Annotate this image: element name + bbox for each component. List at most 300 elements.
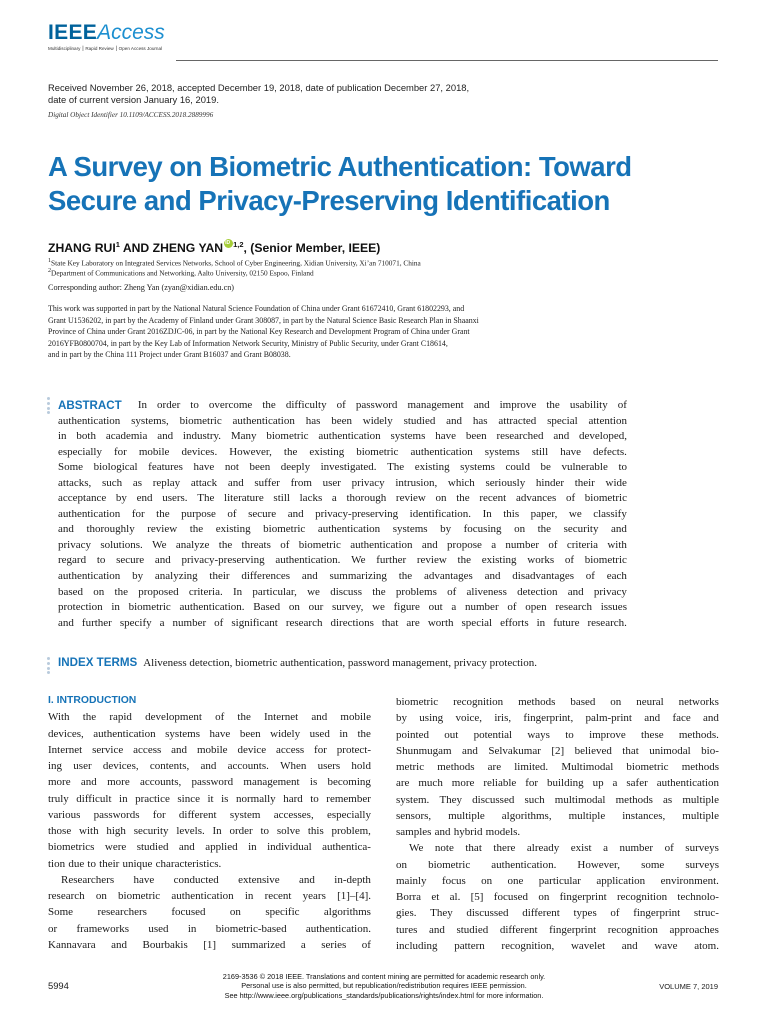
word: and [154,554,171,567]
word: system [229,808,261,821]
word: privacy [58,538,91,551]
word: contents, [149,760,190,772]
word: seriously [485,476,526,489]
word: reliable [483,777,517,790]
word: authentication [58,507,121,520]
word: thoroughly [86,523,135,536]
word: and [157,430,174,443]
word: special [461,616,493,629]
word: used [148,922,169,935]
word: recognition, [501,939,555,952]
word: et [431,891,440,903]
word: detection [517,585,558,598]
word: frameworks [76,922,130,935]
word: that [622,744,639,757]
word: applied [205,841,238,854]
word: number [465,601,499,614]
word: intrusion, [395,476,438,489]
word: literature [224,492,264,505]
body-line [396,808,719,824]
word: open [525,601,547,614]
word: the [262,399,276,411]
word: number [172,616,207,629]
word: issues [600,601,627,614]
word: neural [636,696,664,708]
word: biometric [118,890,161,902]
header-rule [176,60,718,61]
word: developed, [579,430,627,443]
word: lacks [299,492,323,505]
word: and [428,923,445,936]
copyright-line: 2169-3536 © 2018 IEEE. Translations and content mining are permitted for academic research only. [222,972,546,981]
word: rapid [109,711,132,724]
word: note [434,842,454,855]
word: biometric [428,858,471,871]
word: for [131,507,145,520]
word: aliveness [466,585,507,598]
word: practice [135,792,170,805]
word: the [189,523,204,536]
word: and [484,570,501,583]
word: metric [396,761,425,773]
word: due [68,857,85,870]
word: for [114,445,127,458]
body-line [396,710,719,726]
word: types [573,907,597,920]
abstract-heading: ABSTRACT [58,399,122,412]
word: normally [235,792,276,805]
body-line [48,921,371,937]
word: solutions. [100,538,143,551]
body-line [48,856,371,872]
word: When [280,760,307,772]
body-line [48,823,371,839]
word: as [663,793,673,806]
word: in [119,792,128,805]
word: service [92,743,124,756]
word: fingerprint [549,923,597,936]
word: difficulty [285,399,327,411]
word: secure [248,507,277,520]
word: In [232,585,243,598]
word: the [114,585,128,598]
word: been [331,414,352,427]
word: Many [230,430,257,443]
word: devices, [102,760,139,772]
word: atom. [694,939,719,952]
volume-label: VOLUME 7, 2019 [659,982,718,991]
word: out [428,601,443,614]
word: threats [241,538,271,551]
word: more [48,776,71,789]
word: Some [58,461,84,474]
word: discuss [330,585,362,598]
word: authentication. [179,601,245,614]
word: review [395,492,426,505]
word: iris, [494,712,512,725]
body-line [396,922,719,938]
word: and [703,712,719,725]
word: accounts. [227,760,269,772]
word: biometric [584,554,627,567]
word: studied [403,414,436,427]
word: algorithms, [501,809,552,822]
word: palm-print [585,712,632,725]
body-line [396,727,719,743]
word: and [200,760,217,772]
word: the [546,399,560,411]
word: accesses, [273,808,314,821]
body-line [48,742,371,758]
word: authentication [171,890,234,902]
word: With [48,711,70,724]
word: systems [390,430,426,443]
publication-dates [48,82,648,105]
word: systems, [131,414,169,427]
word: pointed [396,728,429,741]
word: figure [393,601,420,614]
body-line [48,726,371,742]
author-2: ZHENG YAN [152,241,224,255]
word: order [157,399,181,411]
word: biometric [626,761,669,773]
word: bio- [701,744,719,757]
word: we [307,585,320,598]
body-line [396,775,719,791]
word: including [396,939,438,952]
word: limited. [514,761,549,773]
word: on [538,891,550,903]
word: special [547,414,578,427]
word: and [611,523,627,536]
copyright-notice [150,972,618,1000]
word: a [491,538,497,551]
word: further [376,554,407,567]
abstract-line [58,616,627,632]
word: in-depth [334,873,371,886]
word: Internet [264,711,299,724]
word: are [406,616,420,629]
word: face [672,712,691,725]
word: proposed [138,585,179,598]
word: purpose [181,507,216,520]
word: review [147,523,178,536]
word: using [419,712,444,725]
word: a [159,616,165,629]
word: widely [362,414,393,427]
word: systems [460,461,495,474]
word: replay [152,476,181,489]
word: multiple [682,809,719,822]
word: user [73,760,92,772]
word: it [207,792,214,805]
word: and [621,939,638,952]
word: in [339,727,348,740]
word: management [243,776,300,789]
word: academia [105,430,148,443]
word: safer [626,777,648,790]
word: In [212,825,222,837]
word: password [355,399,398,411]
word: as [132,476,143,489]
corresponding-author: Corresponding author: Zheng Yan (zyan@xidian.edu.cn) [48,283,235,292]
word: in [244,890,254,902]
word: approaches [669,923,719,936]
word: biological [93,461,138,474]
body-line [396,792,719,808]
word: have [435,430,456,443]
word: and [80,776,97,789]
word: studied [136,841,169,854]
word: criteria. [188,585,223,598]
word: authentication [317,523,381,536]
word: unique [122,857,153,870]
word: vulnerable [561,461,608,474]
abstract-line [58,460,627,476]
affiliation-1 [48,257,421,267]
body-column-right [396,694,719,954]
word: attacks, [58,476,92,489]
funding-line: 2016YFB0800704, in part by the Key Lab of Information Network Security, Ministry of Public Security, under Grant C18614, [48,338,448,348]
word: are [487,761,502,773]
word: have [209,727,231,740]
word: on [610,696,622,708]
word: on [229,906,241,919]
word: has [472,414,488,427]
author-joiner: AND [119,241,153,255]
word: still [273,492,290,505]
word: these [641,728,664,741]
word: privacy [351,476,385,489]
word: such [524,793,545,806]
word: series [321,938,347,951]
word: be [540,461,551,474]
word: to [618,461,627,474]
word: the [537,523,552,536]
funding-note [48,303,660,361]
abstract-dots-icon [47,397,51,416]
word: They [439,793,463,806]
word: privacy-preserving [315,507,399,520]
orcid-icon[interactable] [224,239,233,248]
word: directions [330,616,374,629]
abstract-line [58,507,627,523]
word: works [527,554,555,567]
word: of [215,711,225,724]
word: thorough [346,492,387,505]
word: authentication [58,414,121,427]
word: been [249,461,271,474]
paper-title: A Survey on Biometric Authentication: Toward Secure and Privacy-Preserving Identification [48,151,632,216]
affiliation-2 [48,267,314,277]
word: systems [392,523,428,536]
word: and [446,414,463,427]
word: [1] [203,938,217,951]
brand-access: Access [97,21,165,44]
word: investigated. [320,461,377,474]
author-1: ZHANG RUI [48,241,116,255]
word: Selvakumar [488,744,541,757]
word: analyzing [154,570,198,583]
word: user [322,476,341,489]
word: access [276,743,305,756]
word: models. [485,826,521,838]
abstract-line [58,398,627,414]
word: password [191,776,234,789]
word: to [260,825,270,837]
index-terms-heading: INDEX TERMS [58,656,138,669]
affiliation-1-num: 1 [48,258,52,264]
word: fingerprint [559,891,607,903]
word: struc- [693,907,719,920]
word: years [302,890,326,902]
word: the [283,445,298,458]
word: the [457,554,471,567]
word: management [407,399,464,411]
word: by [440,523,452,536]
word: out [444,728,459,741]
word: different [522,907,560,920]
word: voice, [455,712,483,725]
body-line [396,759,719,775]
word: pattern [454,939,485,952]
word: sensors, [396,809,432,822]
copyright-line: See http://www.ieee.org/publications_standards/publications/rights/index.html for more information. [224,990,544,1000]
word: much [418,777,443,790]
word: and [434,826,451,838]
word: authentication [656,777,719,790]
word: passwords [93,808,140,821]
word: existing [309,445,345,458]
word: authentication [318,430,381,443]
word: of [610,907,620,920]
word: We [351,554,366,567]
word: were [104,841,127,854]
abstract-line [58,553,627,569]
index-terms [58,656,537,669]
word: for [152,808,166,821]
word: such [101,476,123,489]
word: methods. [678,728,719,741]
word: summarized [231,938,286,951]
word: biometric [128,601,171,614]
word: privacy-preserving [181,554,265,567]
word: multiple [682,793,719,806]
word: ways [527,728,550,741]
word: multimodal [554,793,606,806]
word: authentication [350,538,413,551]
word: and [644,712,661,725]
word: problems [395,585,437,598]
word: the [372,585,386,598]
word: researchers [97,906,147,919]
body-line [48,888,371,904]
word: The [387,461,405,474]
word: and [473,399,490,411]
word: recent [264,890,292,902]
word: difficult [76,792,112,805]
abstract [58,398,627,631]
word: protect- [336,743,371,756]
word: on [95,890,107,902]
word: for [314,743,327,756]
word: on [288,601,300,614]
word: recognition [453,696,504,708]
word: existing [414,461,450,474]
word: In [137,399,147,411]
word: to [87,857,96,870]
word: widely [270,727,301,740]
body-line [48,758,371,774]
word: this [503,507,520,520]
word: some [641,858,665,871]
word: we [568,507,582,520]
word: could [505,461,530,474]
word: researched [496,430,544,443]
word: of [548,538,558,551]
word: and [421,538,438,551]
word: users [317,760,341,772]
word: the [237,711,251,724]
abstract-line [58,429,627,445]
word: accounts, [140,776,182,789]
word: a [331,492,337,505]
word: The [197,492,215,505]
word: and [58,523,74,536]
word: on [396,858,407,871]
word: of [447,585,457,598]
word: have [133,873,155,886]
word: authentication [410,445,473,458]
word: this [307,825,324,837]
word: methods [437,761,475,773]
word: mobile [340,711,371,724]
word: [1]–[4]. [337,890,371,902]
word: gies. [396,907,417,920]
word: methods [615,793,653,806]
word: secure [116,554,145,567]
word: the [82,711,97,724]
body-line [48,709,371,725]
body-column-left [48,693,371,953]
word: fingerprint, [523,712,574,725]
word: to [190,399,199,411]
word: solve [276,825,301,837]
funding-line: Province of China under Grant 2016ZDJC-06, in part by the National Key Research and Development Program of China under Grant [48,327,470,337]
word: biometric [179,414,222,427]
word: end [136,492,153,505]
word: in [536,616,546,629]
word: is [221,792,229,805]
author-2-affil: 1,2 [233,239,244,249]
word: efforts [500,616,529,629]
word: security [563,523,599,536]
word: differences [241,570,291,583]
word: not [224,461,239,474]
word: levels. [176,825,205,837]
word: multiple [568,809,606,822]
word: analyze [175,538,210,551]
word: of [227,507,237,520]
word: future [553,616,580,629]
word: high [106,825,126,837]
word: networks [678,696,719,708]
word: [2] [551,744,565,757]
word: Internet [48,743,83,756]
word: more [107,776,130,789]
word: access [133,743,162,756]
word: review [416,554,447,567]
